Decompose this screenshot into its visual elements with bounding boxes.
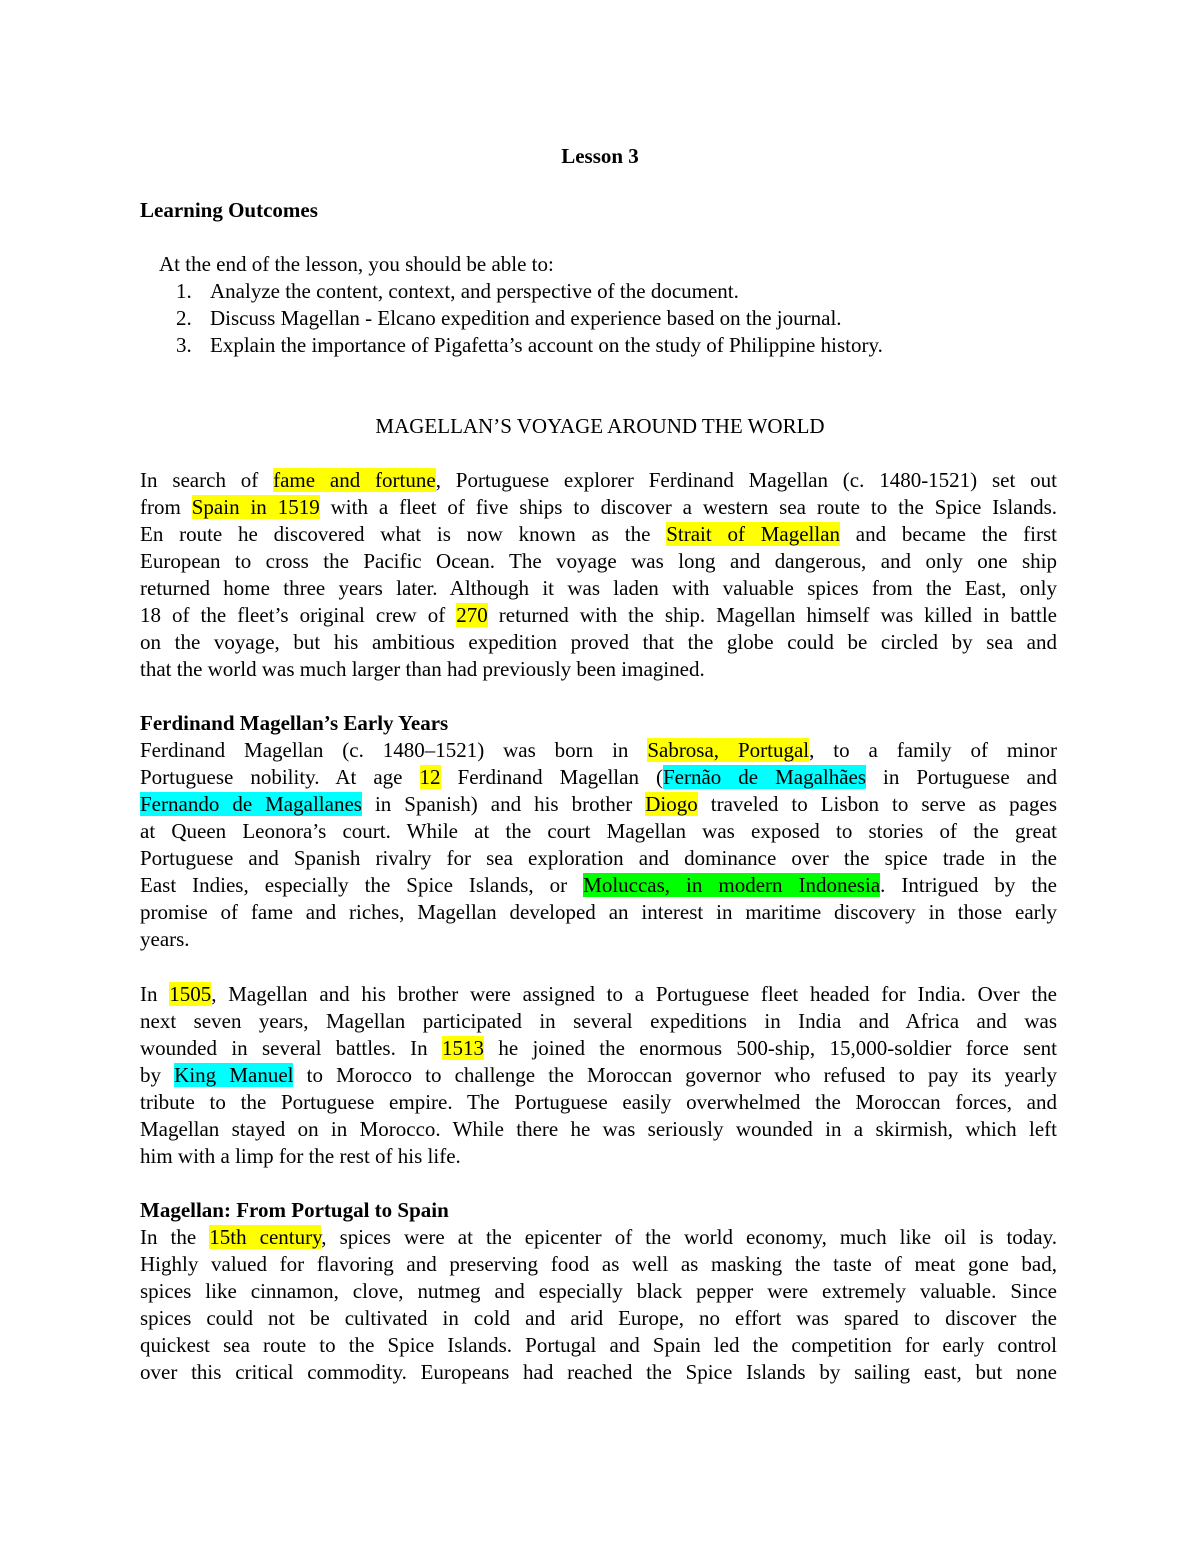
paragraph-line: 18 of the fleet’s original crew of 270 returned with the ship. Magellan himself was killed in battle bbox=[140, 603, 1057, 627]
paragraph-line: Fernando de Magallanes in Spanish) and his brother Diogo traveled to Lisbon to serve as pages bbox=[140, 792, 1057, 816]
highlight: Diogo bbox=[645, 792, 698, 816]
paragraph-line: that the world was much larger than had previously been imagined. bbox=[140, 657, 705, 681]
paragraph-line: next seven years, Magellan participated in several expeditions in India and Africa and was bbox=[140, 1009, 1057, 1033]
paragraph-line: years. bbox=[140, 927, 190, 951]
highlight: fame and fortune bbox=[273, 468, 436, 492]
paragraph-line: from Spain in 1519 with a fleet of five ships to discover a western sea route to the Spice Islands. bbox=[140, 495, 1058, 519]
paragraph-line: In 1505, Magellan and his brother were assigned to a Portuguese fleet headed for India. Over the bbox=[140, 982, 1057, 1006]
paragraph-line: returned home three years later. Although it was laden with valuable spices from the East, only bbox=[140, 576, 1057, 600]
paragraph-line: by King Manuel to Morocco to challenge the Moroccan governor who refused to pay its yearly bbox=[140, 1063, 1058, 1087]
outcome-number: 2. bbox=[176, 306, 192, 330]
highlight: Strait of Magellan bbox=[666, 522, 841, 546]
paragraph-line: tribute to the Portuguese empire. The Portuguese easily overwhelmed the Moroccan forces, and bbox=[140, 1090, 1057, 1114]
early-years-heading: Ferdinand Magellan’s Early Years bbox=[140, 711, 449, 735]
paragraph-line: East Indies, especially the Spice Islands, or Moluccas, in modern Indonesia. Intrigued by the bbox=[140, 873, 1057, 897]
highlight: Fernão de Magalhães bbox=[662, 765, 867, 789]
paragraph-line: at Queen Leonora’s court. While at the court Magellan was exposed to stories of the great bbox=[140, 819, 1057, 843]
highlight: King Manuel bbox=[174, 1063, 294, 1087]
paragraph-line: Portuguese nobility. At age 12 Ferdinand Magellan (Fernão de Magalhães in Portuguese and bbox=[140, 765, 1058, 789]
outcome-item bbox=[176, 332, 883, 359]
highlight: 1513 bbox=[441, 1036, 484, 1060]
portugal-spain-heading: Magellan: From Portugal to Spain bbox=[140, 1198, 449, 1222]
outcomes-intro: At the end of the lesson, you should be able to: bbox=[159, 252, 554, 276]
paragraph-line: Magellan stayed on in Morocco. While there he was seriously wounded in a skirmish, which left bbox=[140, 1117, 1057, 1141]
highlight: 270 bbox=[456, 603, 488, 627]
paragraph-line: on the voyage, but his ambitious expedition proved that the globe could be circled by sea and bbox=[140, 630, 1057, 654]
highlight: 1505 bbox=[169, 982, 212, 1006]
paragraph-line: spices like cinnamon, clove, nutmeg and especially black pepper were extremely valuable. Since bbox=[140, 1279, 1057, 1303]
highlight: Moluccas, in modern Indonesia bbox=[583, 873, 881, 897]
outcome-item bbox=[176, 305, 842, 332]
highlight: Spain in 1519 bbox=[191, 495, 320, 519]
paragraph-line: Ferdinand Magellan (c. 1480–1521) was born in Sabrosa, Portugal, to a family of minor bbox=[140, 738, 1058, 762]
highlight: Sabrosa, Portugal bbox=[647, 738, 810, 762]
outcome-text: Explain the importance of Pigafetta’s account on the study of Philippine history. bbox=[210, 333, 883, 357]
highlight: 12 bbox=[419, 765, 441, 789]
paragraph-line: over this critical commodity. Europeans had reached the Spice Islands by sailing east, but none bbox=[140, 1360, 1057, 1384]
paragraph-line: quickest sea route to the Spice Islands. Portugal and Spain led the competition for early control bbox=[140, 1333, 1057, 1357]
paragraph-line: Portuguese and Spanish rivalry for sea exploration and dominance over the spice trade in the bbox=[140, 846, 1057, 870]
outcome-number: 3. bbox=[176, 333, 192, 357]
learning-outcomes-heading: Learning Outcomes bbox=[140, 198, 318, 222]
main-title: MAGELLAN’S VOYAGE AROUND THE WORLD bbox=[375, 414, 825, 438]
highlight: Fernando de Magallanes bbox=[140, 792, 362, 816]
outcome-text: Discuss Magellan - Elcano expedition and experience based on the journal. bbox=[210, 306, 842, 330]
outcome-text: Analyze the content, context, and perspective of the document. bbox=[210, 279, 739, 303]
paragraph-line: European to cross the Pacific Ocean. The voyage was long and dangerous, and only one ship bbox=[140, 549, 1057, 573]
paragraph-line: Highly valued for flavoring and preserving food as well as masking the taste of meat gone bad, bbox=[140, 1252, 1057, 1276]
paragraph-line: him with a limp for the rest of his life. bbox=[140, 1144, 461, 1168]
paragraph-line: promise of fame and riches, Magellan developed an interest in maritime discovery in those early bbox=[140, 900, 1057, 924]
paragraph-line: En route he discovered what is now known as the Strait of Magellan and became the first bbox=[140, 522, 1058, 546]
outcome-item bbox=[176, 278, 739, 305]
highlight: 15th century bbox=[209, 1225, 322, 1249]
paragraph-line: wounded in several battles. In 1513 he joined the enormous 500-ship, 15,000-soldier force sent bbox=[140, 1036, 1057, 1060]
paragraph-line: In the 15th century, spices were at the epicenter of the world economy, much like oil is today. bbox=[140, 1225, 1057, 1249]
outcome-number: 1. bbox=[176, 279, 192, 303]
paragraph-line: In search of fame and fortune, Portuguese explorer Ferdinand Magellan (c. 1480-1521) set out bbox=[140, 468, 1057, 492]
lesson-title: Lesson 3 bbox=[561, 144, 639, 168]
paragraph-line: spices could not be cultivated in cold and arid Europe, no effort was spared to discover the bbox=[140, 1306, 1057, 1330]
